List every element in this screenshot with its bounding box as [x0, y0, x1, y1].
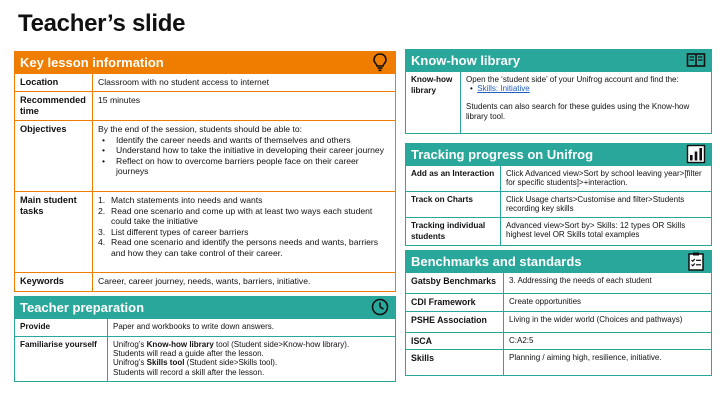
- tasks-label: Main student tasks: [15, 192, 93, 273]
- benchmarks-table: [405, 272, 712, 376]
- list-item: • Understand how to take the initiative in developing their career journey: [98, 145, 390, 156]
- teacher-prep-header: [14, 296, 396, 318]
- key-lesson-heading: Key lesson information: [20, 55, 164, 70]
- teacher-prep-heading: Teacher preparation: [20, 300, 145, 315]
- objectives-list: [98, 135, 390, 177]
- list-item: • Reflect on how to overcome barriers people face on their career journeys: [98, 156, 390, 177]
- open-book-icon: [686, 50, 706, 70]
- location-label: Location: [15, 74, 93, 92]
- clipboard-icon: [686, 251, 706, 271]
- time-value: 15 minutes: [93, 92, 396, 121]
- key-lesson-panel: [14, 51, 396, 292]
- keywords-label: Keywords: [15, 273, 93, 292]
- objectives-intro: By the end of the session, students should be able to:: [98, 124, 303, 134]
- table-row: Track on Charts Click Usage charts>Customise and filter>Students recording key skills: [406, 192, 712, 218]
- list-item: • Identify the career needs and wants of themselves and others: [98, 135, 390, 146]
- tracking-header: [405, 143, 712, 165]
- tracking-panel: [405, 143, 712, 246]
- table-row: Skills Planning / aiming high, resilience, initiative.: [406, 350, 712, 376]
- list-item: 2. Read one scenario and come up with at least two ways each student could take the initiative: [98, 205, 373, 226]
- tasks-cell: [93, 192, 396, 273]
- knowhow-table: [405, 71, 712, 134]
- location-value: Classroom with no student access to internet: [93, 74, 396, 92]
- familiarise-label: Familiarise yourself: [15, 337, 108, 382]
- tracking-table: [405, 165, 712, 246]
- skills-initiative-link[interactable]: Skills: Initiative: [477, 84, 530, 94]
- table-row: CDI Framework Create opportunities: [406, 294, 712, 312]
- knowhow-value: Open the ‘student side’ of your Unifrog account and find the: • Skills: Initiative Students can also search for these guides using the Know-how library tool.: [461, 72, 712, 134]
- clock-icon: [370, 297, 390, 317]
- list-item: 1. Match statements into needs and wants: [98, 195, 263, 205]
- knowhow-panel: [405, 49, 712, 134]
- table-row: PSHE Association Living in the wider world (Choices and pathways): [406, 311, 712, 332]
- provide-value: Paper and workbooks to write down answers.: [108, 319, 396, 337]
- teacher-prep-table: [14, 318, 396, 382]
- benchmarks-heading: Benchmarks and standards: [411, 254, 582, 269]
- knowhow-label: Know-how library: [406, 72, 461, 134]
- key-lesson-header: [14, 51, 396, 73]
- keywords-value: Career, career journey, needs, wants, barriers, initiative.: [93, 273, 396, 292]
- table-row: ISCA C:A2:5: [406, 332, 712, 350]
- key-lesson-table: [14, 73, 396, 292]
- time-label: Recommended time: [15, 92, 93, 121]
- page-title: Teacher’s slide: [18, 10, 186, 37]
- list-item: 4. Read one scenario and identify the persons needs and wants, barriers and how they can take control of their career.: [98, 237, 379, 258]
- objectives-cell: [93, 121, 396, 192]
- lightbulb-icon: [370, 52, 390, 72]
- teacher-prep-panel: [14, 296, 396, 382]
- bar-chart-icon: [686, 144, 706, 164]
- objectives-label: Objectives: [15, 121, 93, 192]
- knowhow-heading: Know-how library: [411, 53, 521, 68]
- list-item: 3. List different types of career barriers: [98, 226, 249, 237]
- tasks-list: [98, 195, 390, 258]
- table-row: Gatsby Benchmarks 3. Addressing the needs of each student: [406, 273, 712, 294]
- table-row: Add as an Interaction Click Advanced view>Sort by school leaving year>[filter for specific students]>+interaction.: [406, 166, 712, 192]
- benchmarks-header: [405, 250, 712, 272]
- benchmarks-panel: [405, 250, 712, 376]
- knowhow-header: [405, 49, 712, 71]
- tracking-heading: Tracking progress on Unifrog: [411, 147, 594, 162]
- provide-label: Provide: [15, 319, 108, 337]
- familiarise-value: Unifrog’s Know-how library tool (Student side>Know-how library). Students will read a guide after the lesson. Unifrog’s Skills tool (Student side>Skills tool). Students will record a skill after the lesson.: [108, 337, 396, 382]
- table-row: Tracking individual students Advanced view>Sort by> Skills: 12 types OR Skills highest level OR Skills total examples: [406, 218, 712, 246]
